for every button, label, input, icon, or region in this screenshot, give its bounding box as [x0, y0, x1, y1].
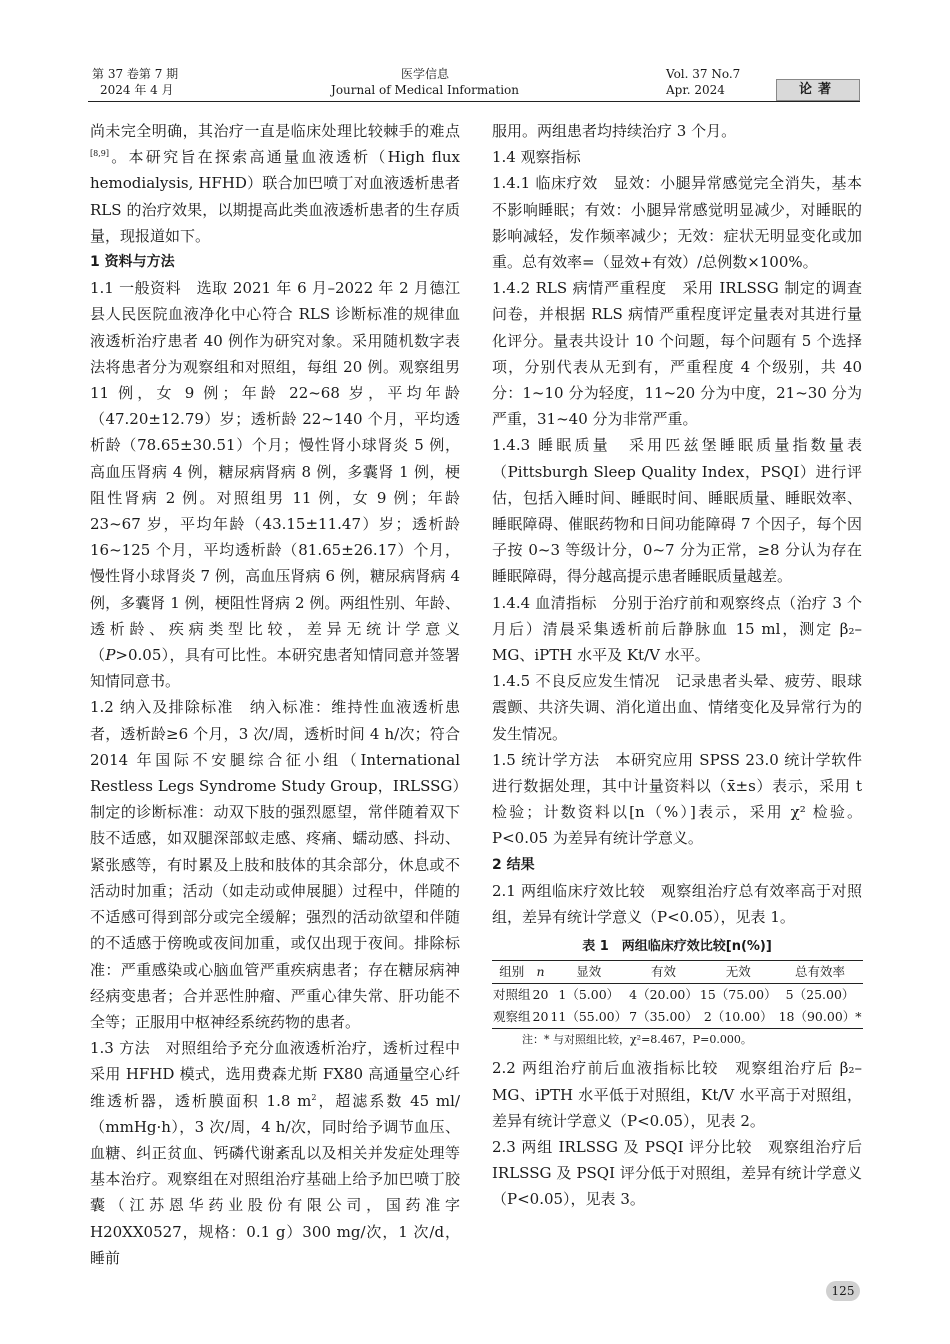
paragraph-2-3: 2.3 两组 IRLSSG 及 PSQI 评分比较 观察组治疗后 IRLSSG 及 PSQI 评分低于对照组，差异有统计学意义（P<0.05），见表 3。	[492, 1137, 862, 1209]
table-cell: 20	[532, 1009, 549, 1025]
paragraph-1-4-4: 1.4.4 血清指标 分别于治疗前和观察终点（治疗 3 个月后）清晨采集透析前后静脉血 15 ml，测定 β₂–MG、iPTH 水平及 Kt/V 水平。	[492, 593, 862, 665]
heading-1-4: 1.4 观察指标	[492, 148, 581, 167]
table-row	[492, 1006, 863, 1029]
table-cell: 5（25.00）	[785, 987, 855, 1003]
table-header-cell: 总有效率	[795, 964, 846, 980]
journal-name-cn: 医学信息	[400, 67, 449, 81]
table-cell: 1（5.00）	[558, 987, 620, 1003]
table-header-cell: 无效	[725, 964, 751, 980]
issue-date-en: Apr. 2024	[666, 83, 725, 97]
section-heading-results: 2 结果	[492, 856, 535, 873]
page-number: 125	[826, 1281, 860, 1301]
table-cell: 观察组	[493, 1009, 531, 1025]
journal-issue-cn	[92, 66, 178, 98]
table-cell: 7（35.00）	[629, 1009, 698, 1025]
table-1-note: 注：* 与对照组比较，χ²=8.467，P=0.000。	[522, 1033, 752, 1047]
header-rule	[88, 101, 860, 102]
intro-paragraph: 尚未完全明确，其治疗一直是临床处理比较棘手的难点[8,9]。本研究旨在探索高通量血液透析（High flux hemodialysis, HFHD）联合加巴喷丁对血液透析患者 RLS 的治疗效果，以期提高此类血液透析患者的生存质量，现报道如下。	[90, 122, 460, 245]
left-column	[90, 118, 460, 1271]
reference-mark: [8,9]	[90, 149, 109, 159]
table-row	[492, 984, 863, 1007]
table-cell: 11（55.00）	[550, 1009, 628, 1025]
paragraph-1-5: 1.5 统计学方法 本研究应用 SPSS 23.0 统计学软件进行数据处理，其中计量资料以（x̄±s）表示，采用 t 检验；计数资料以[n（%）]表示，采用 χ² 检验。P<0.05 为差异有统计学意义。	[492, 750, 862, 848]
table-header-row	[492, 961, 863, 984]
journal-issue-en	[666, 66, 740, 98]
section-badge: 论著	[776, 79, 860, 101]
paragraph-1-4-1: 1.4.1 临床疗效 显效：小腿异常感觉完全消失，基本不影响睡眠；有效：小腿异常感觉明显减少，对睡眠的影响减轻，发作频率减少；无效：症状无明显变化或加重。总有效率=（显效+有效）/总例数×100%。	[492, 174, 862, 272]
paragraph-2-1: 2.1 两组临床疗效比较 观察组治疗总有效率高于对照组，差异有统计学意义（P<0.05），见表 1。	[492, 881, 862, 927]
table-cell: 18（90.00）*	[778, 1009, 862, 1025]
paragraph-1-4-2: 1.4.2 RLS 病情严重程度 采用 IRLSSG 制定的调查问卷，并根据 RLS 病情严重程度评定量表对其进行量化评分。量表共设计 10 个问题，每个问题有 5 个选择项，分别代表从无到有，严重程度 4 个级别，共 40 分：1~10 分为轻度，11~20 分为中度，21~30 分为严重，31~40 分为非常严重。	[492, 279, 862, 429]
table-header-cell: 有效	[650, 964, 676, 980]
table-header-cell: 组别	[499, 964, 525, 980]
paragraph-1-2: 1.2 纳入及排除标准 纳入标准：维持性血液透析患者，透析龄≥6 个月，3 次/周，透析时间 4 h/次；符合 2014 年国际不安腿综合征小组（International Restless Legs Syndrome Study Group，IRLSSG）制定的诊断标准：动双下肢的强烈愿望，常伴随着双下肢不适感，如双腿深部蚁走感、疼痛、蠕动感、抖动、紧张感等，有时累及上肢和肢体的其余部分，休息或不活动时加重；活动（如走动或伸展腿）过程中，伴随的不适感可得到部分或完全缓解；强烈的活动欲望和伴随的不适感于傍晚或夜间加重，或仅出现于夜间。排除标准：严重感染或心脑血管严重疾病患者；存在糖尿病神经病变患者；合并恶性肿瘤、严重心律失常、肝功能不全等；正服用中枢神经系统药物的患者。	[90, 698, 460, 1031]
page-header	[0, 0, 950, 104]
paragraph-1-3-cont: 服用。两组患者均持续治疗 3 个月。	[492, 122, 737, 140]
table-1-grid	[492, 960, 863, 1029]
table-header-cell: 显效	[576, 964, 602, 980]
table-1-title: 表 1 两组临床疗效比较[n(%)]	[582, 939, 772, 955]
paragraph-1-3: 1.3 方法 对照组给予充分血液透析治疗，透析过程中采用 HFHD 模式，选用费森尤斯 FX80 高通量空心纤维透析器，透析膜面积 1.8 $m^2$，超滤系数 45 ml/（mmHg·h），3 次/周，4 h/次，同时给予调节血压、血糖、纠正贫血、钙磷代谢紊乱以及相关并发症处理等基本治疗。观察组在对照组治疗基础上给予加巴喷丁胶囊（江苏恩华药业股份有限公司，国药准字 H20XX0527，规格：0.1 g）300 mg/次，1 次/d，睡前	[90, 1039, 461, 1267]
issue-volume-cn: 第 37 卷第 7 期	[92, 67, 179, 81]
paragraph-1-4-3: 1.4.3 睡眠质量 采用匹兹堡睡眠质量指数量表（Pittsburgh Sleep Quality Index，PSQI）进行评估，包括入睡时间、睡眠时间、睡眠质量、睡眠效率、睡眠障碍、催眠药物和日间功能障碍 7 个因子，每个因子按 0~3 等级计分，0~7 分为正常，≥8 分认为存在睡眠障碍，得分越高提示患者睡眠质量越差。	[492, 436, 862, 586]
paragraph-1-4-5: 1.4.5 不良反应发生情况 记录患者头晕、疲劳、眼球震颤、共济失调、消化道出血、情绪变化及异常行为的发生情况。	[492, 672, 862, 743]
journal-name	[300, 66, 550, 98]
table-cell: 20	[532, 987, 549, 1003]
paragraph-1-1: 1.1 一般资料 选取 2021 年 6 月–2022 年 2 月德江县人民医院血液净化中心符合 RLS 诊断标准的规律血液透析治疗患者 40 例作为研究对象。采用随机数字表法将患者分为观察组和对照组，每组 20 例。观察组男 11 例，女 9 例；年龄 22~68 岁，平均年龄（47.20±12.79）岁；透析龄 22~140 个月，平均透析龄（78.65±30.51）个月；慢性肾小球肾炎 5 例，高血压肾病 4 例，糖尿病肾病 8 例，多囊肾 1 例，梗阻性肾病 2 例。对照组男 11 例，女 9 例；年龄 23~67 岁，平均年龄（43.15±11.47）岁；透析龄 16~125 个月，平均透析龄（81.65±26.17）个月，慢性肾小球肾炎 7 例，高血压肾病 6 例，糖尿病肾病 4 例，多囊肾 1 例，梗阻性肾病 2 例。两组性别、年龄、透析龄、疾病类型比较，差异无统计学意义（P>0.05），具有可比性。本研究患者知情同意并签署知情同意书。	[90, 279, 460, 691]
table-cell: 对照组	[493, 987, 531, 1003]
right-column	[492, 118, 862, 1213]
table-cell: 4（20.00）	[629, 987, 698, 1003]
table-1	[492, 934, 862, 1051]
issue-volume-en: Vol. 37 No.7	[666, 67, 741, 81]
paragraph-2-2: 2.2 两组治疗前后血液指标比较 观察组治疗后 β₂–MG、iPTH 水平低于对照组，Kt/V 水平高于对照组，差异有统计学意义（P<0.05），见表 2。	[492, 1059, 862, 1130]
journal-name-en: Journal of Medical Information	[331, 83, 519, 97]
issue-date-cn: 2024 年 4 月	[100, 83, 174, 97]
table-cell: 2（10.00）	[703, 1009, 773, 1025]
table-cell: 15（75.00）	[699, 987, 777, 1003]
section-heading-methods: 1 资料与方法	[90, 254, 175, 271]
table-header-cell: n	[536, 964, 545, 980]
